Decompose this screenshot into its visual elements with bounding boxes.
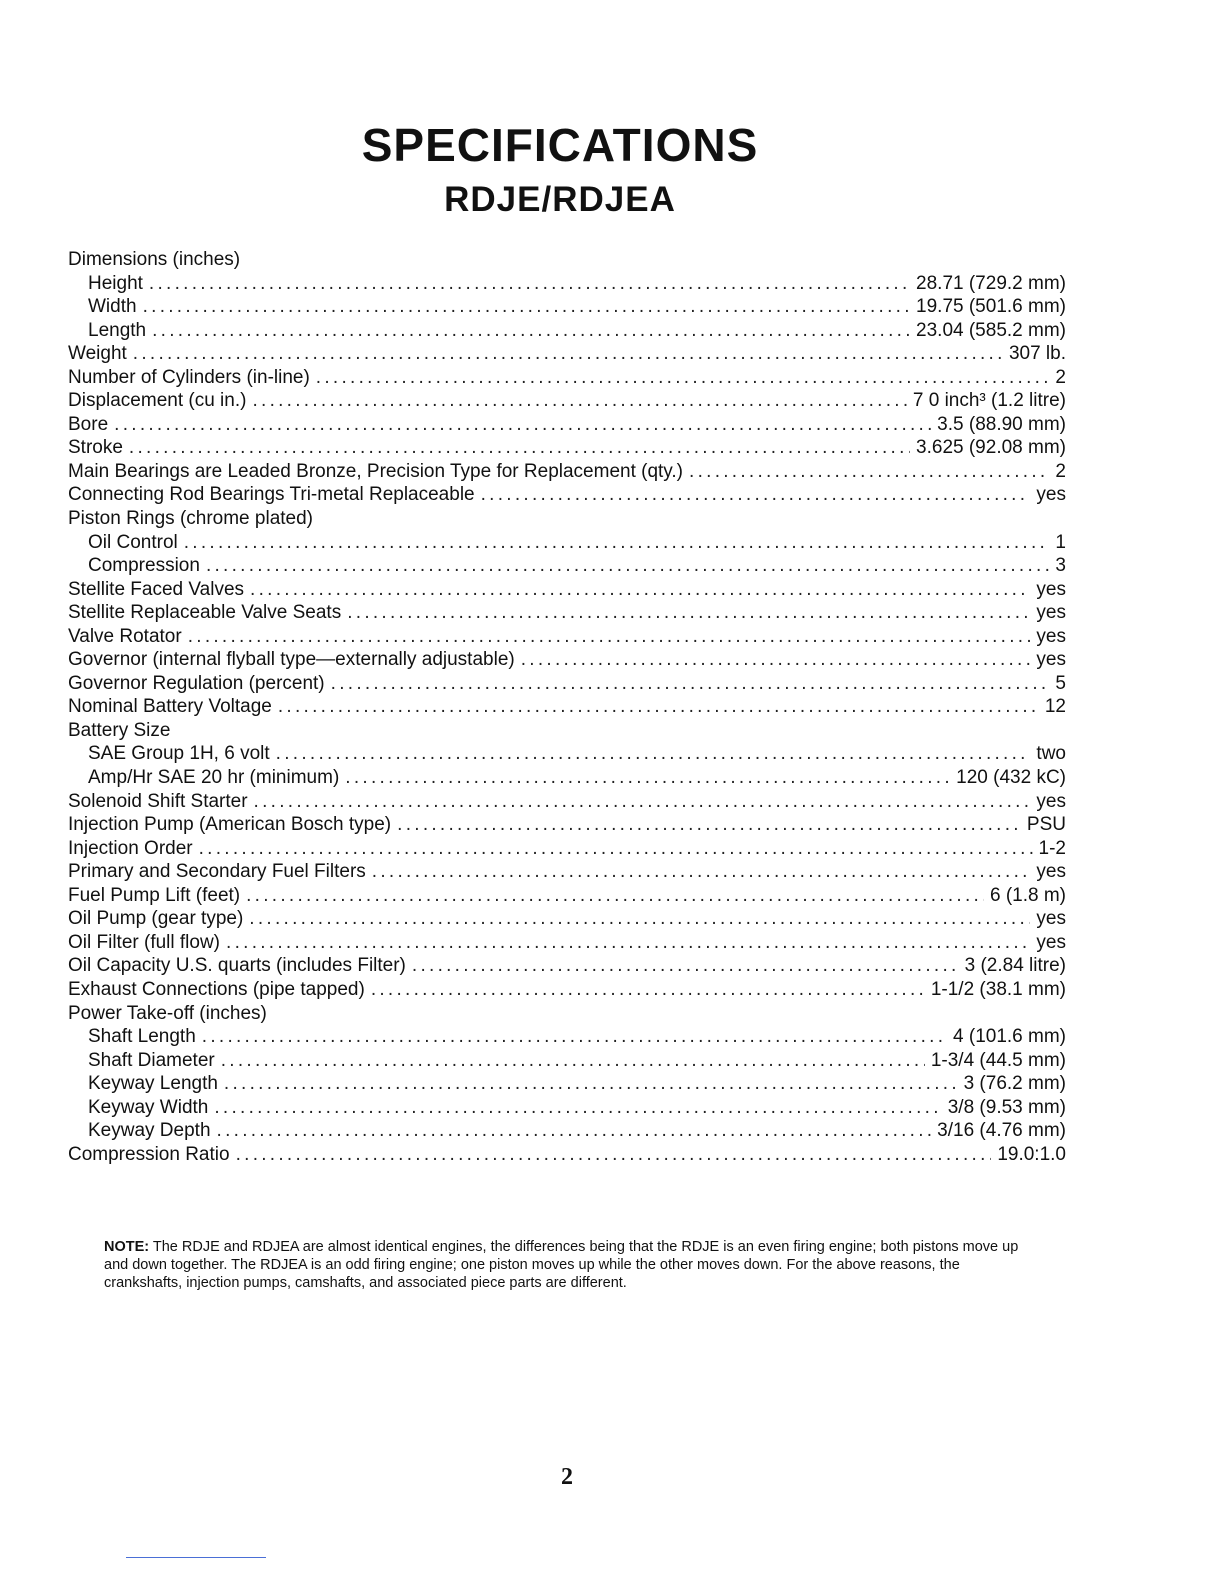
specifications-list bbox=[68, 248, 1066, 1166]
spec-value: 4 (101.6 mm) bbox=[953, 1026, 1066, 1048]
spec-label: Connecting Rod Bearings Tri-metal Replaceable bbox=[68, 484, 475, 506]
spec-label: Oil Capacity U.S. quarts (includes Filter) bbox=[68, 955, 406, 977]
page-title: SPECIFICATIONS bbox=[361, 119, 759, 171]
dot-leader bbox=[149, 272, 910, 296]
spec-label: Width bbox=[88, 296, 137, 318]
spec-row bbox=[68, 695, 1066, 719]
dot-leader bbox=[412, 954, 959, 978]
dot-leader bbox=[217, 1119, 932, 1143]
spec-value: 3 (2.84 litre) bbox=[964, 955, 1066, 977]
spec-label: Stellite Replaceable Valve Seats bbox=[68, 602, 342, 624]
note-label: NOTE: bbox=[104, 1239, 150, 1255]
dot-leader bbox=[221, 1049, 925, 1073]
dot-leader bbox=[152, 319, 910, 343]
spec-label: Fuel Pump Lift (feet) bbox=[68, 884, 241, 906]
spec-group-header bbox=[68, 719, 1066, 743]
spec-value: 3 bbox=[1055, 555, 1066, 577]
spec-row bbox=[68, 272, 1066, 296]
dot-leader bbox=[345, 766, 950, 790]
spec-row bbox=[68, 389, 1066, 413]
dot-leader bbox=[246, 884, 984, 908]
spec-row bbox=[68, 1025, 1066, 1049]
spec-value: 120 (432 kC) bbox=[956, 767, 1066, 789]
spec-label: Height bbox=[88, 272, 143, 294]
spec-label: Oil Control bbox=[88, 531, 178, 553]
note bbox=[104, 1238, 1034, 1292]
spec-row bbox=[68, 601, 1066, 625]
spec-row bbox=[68, 295, 1066, 319]
spec-label: Primary and Secondary Fuel Filters bbox=[68, 861, 366, 883]
dot-leader bbox=[347, 601, 1030, 625]
dot-leader bbox=[372, 860, 1031, 884]
spec-value: 28.71 (729.2 mm) bbox=[916, 272, 1066, 294]
spec-row bbox=[68, 625, 1066, 649]
dot-leader bbox=[133, 342, 1003, 366]
dot-leader bbox=[252, 389, 906, 413]
spec-label: Solenoid Shift Starter bbox=[68, 790, 248, 812]
spec-value: 3/16 (4.76 mm) bbox=[937, 1120, 1066, 1142]
spec-value: 3 (76.2 mm) bbox=[963, 1073, 1066, 1095]
page-subtitle: RDJE/RDJEA bbox=[444, 180, 676, 219]
dot-leader bbox=[184, 531, 1050, 555]
spec-value: 2 bbox=[1055, 460, 1066, 482]
spec-label: Amp/Hr SAE 20 hr (minimum) bbox=[88, 767, 340, 789]
dot-leader bbox=[226, 931, 1030, 955]
spec-value: 1-3/4 (44.5 mm) bbox=[930, 1049, 1066, 1071]
dot-leader bbox=[249, 907, 1030, 931]
spec-row bbox=[68, 483, 1066, 507]
spec-value: yes bbox=[1036, 649, 1066, 671]
spec-row bbox=[68, 342, 1066, 366]
dot-leader bbox=[199, 837, 1033, 861]
spec-row bbox=[68, 366, 1066, 390]
spec-label: Exhaust Connections (pipe tapped) bbox=[68, 978, 365, 1000]
spec-label: Stellite Faced Valves bbox=[68, 578, 245, 600]
spec-label: Injection Pump (American Bosch type) bbox=[68, 814, 392, 836]
spec-value: 1-1/2 (38.1 mm) bbox=[930, 978, 1066, 1000]
spec-label: Governor (internal flyball type—externally adjustable) bbox=[68, 649, 515, 671]
spec-label: Shaft Length bbox=[88, 1026, 196, 1048]
spec-row bbox=[68, 790, 1066, 814]
spec-value: 1 bbox=[1055, 531, 1066, 553]
spec-row bbox=[68, 837, 1066, 861]
spec-value: 23.04 (585.2 mm) bbox=[916, 319, 1066, 341]
spec-value: 3/8 (9.53 mm) bbox=[947, 1096, 1066, 1118]
spec-value: two bbox=[1036, 743, 1066, 765]
spec-row bbox=[68, 531, 1066, 555]
spec-row bbox=[68, 860, 1066, 884]
dot-leader bbox=[689, 460, 1049, 484]
spec-row bbox=[68, 884, 1066, 908]
spec-label: Weight bbox=[68, 343, 127, 365]
spec-label: Oil Filter (full flow) bbox=[68, 931, 221, 953]
dot-leader bbox=[397, 813, 1021, 837]
spec-label: Piston Rings (chrome plated) bbox=[68, 508, 313, 530]
spec-label: Stroke bbox=[68, 437, 123, 459]
dot-leader bbox=[250, 578, 1030, 602]
spec-row bbox=[68, 1143, 1066, 1167]
spec-row bbox=[68, 1096, 1066, 1120]
spec-value: yes bbox=[1036, 931, 1066, 953]
dot-leader bbox=[331, 672, 1050, 696]
spec-value: yes bbox=[1036, 790, 1066, 812]
spec-label: Keyway Length bbox=[88, 1073, 218, 1095]
spec-label: Shaft Diameter bbox=[88, 1049, 215, 1071]
spec-row bbox=[68, 436, 1066, 460]
dot-leader bbox=[188, 625, 1031, 649]
spec-value: 307 lb. bbox=[1008, 343, 1066, 365]
spec-value: 19.0:1.0 bbox=[997, 1143, 1066, 1165]
spec-row bbox=[68, 672, 1066, 696]
spec-value: 12 bbox=[1044, 696, 1066, 718]
page-number: 2 bbox=[561, 1464, 573, 1490]
spec-value: 2 bbox=[1055, 366, 1066, 388]
spec-row bbox=[68, 648, 1066, 672]
spec-value: PSU bbox=[1026, 814, 1066, 836]
dot-leader bbox=[521, 648, 1031, 672]
spec-value: yes bbox=[1036, 625, 1066, 647]
dot-leader bbox=[254, 790, 1031, 814]
dot-leader bbox=[214, 1096, 941, 1120]
spec-row bbox=[68, 1049, 1066, 1073]
dot-leader bbox=[316, 366, 1050, 390]
dot-leader bbox=[206, 554, 1049, 578]
spec-value: yes bbox=[1036, 484, 1066, 506]
spec-row bbox=[68, 931, 1066, 955]
dot-leader bbox=[114, 413, 931, 437]
spec-row bbox=[68, 578, 1066, 602]
spec-value: yes bbox=[1036, 908, 1066, 930]
spec-label: Oil Pump (gear type) bbox=[68, 908, 244, 930]
spec-label: Governor Regulation (percent) bbox=[68, 672, 325, 694]
spec-row bbox=[68, 1072, 1066, 1096]
spec-row bbox=[68, 554, 1066, 578]
dot-leader bbox=[276, 742, 1031, 766]
spec-row bbox=[68, 813, 1066, 837]
spec-label: Main Bearings are Leaded Bronze, Precision Type for Replacement (qty.) bbox=[68, 460, 684, 482]
spec-label: Injection Order bbox=[68, 837, 193, 859]
spec-value: yes bbox=[1036, 861, 1066, 883]
dot-leader bbox=[481, 483, 1031, 507]
spec-value: 3.5 (88.90 mm) bbox=[937, 413, 1066, 435]
spec-group-header bbox=[68, 507, 1066, 531]
spec-label: Bore bbox=[68, 413, 109, 435]
spec-row bbox=[68, 413, 1066, 437]
spec-label: Battery Size bbox=[68, 719, 171, 741]
spec-label: Keyway Width bbox=[88, 1096, 209, 1118]
spec-value: 19.75 (501.6 mm) bbox=[916, 296, 1066, 318]
dot-leader bbox=[202, 1025, 947, 1049]
spec-row bbox=[68, 460, 1066, 484]
dot-leader bbox=[236, 1143, 992, 1167]
spec-label: Keyway Depth bbox=[88, 1120, 211, 1142]
note-text: The RDJE and RDJEA are almost identical engines, the differences being that the RDJE is an even firing engine; both pistons move up and down together. The RDJEA is an odd firing engine; one piston moves up while the other moves down. For the above reasons, the crankshafts, injection pumps, camshafts, and associated piece parts are different. bbox=[104, 1239, 1019, 1291]
spec-row bbox=[68, 1119, 1066, 1143]
spec-row bbox=[68, 954, 1066, 978]
spec-group-header bbox=[68, 1002, 1066, 1026]
spec-label: SAE Group 1H, 6 volt bbox=[88, 743, 270, 765]
spec-label: Number of Cylinders (in-line) bbox=[68, 366, 310, 388]
spec-value: yes bbox=[1036, 578, 1066, 600]
spec-label: Displacement (cu in.) bbox=[68, 390, 247, 412]
footer-rule bbox=[126, 1557, 266, 1558]
spec-label: Compression bbox=[88, 555, 200, 577]
spec-value: 7 0 inch³ (1.2 litre) bbox=[912, 390, 1066, 412]
dot-leader bbox=[129, 436, 910, 460]
spec-value: yes bbox=[1036, 602, 1066, 624]
spec-label: Valve Rotator bbox=[68, 625, 182, 647]
dot-leader bbox=[278, 695, 1039, 719]
spec-label: Dimensions (inches) bbox=[68, 249, 241, 270]
spec-label: Compression Ratio bbox=[68, 1143, 230, 1165]
spec-group-header bbox=[68, 248, 1066, 272]
dot-leader bbox=[371, 978, 925, 1002]
spec-value: 3.625 (92.08 mm) bbox=[916, 437, 1066, 459]
dot-leader bbox=[224, 1072, 958, 1096]
spec-value: 6 (1.8 m) bbox=[989, 884, 1066, 906]
spec-row bbox=[68, 978, 1066, 1002]
spec-label: Power Take-off (inches) bbox=[68, 1002, 267, 1024]
spec-label: Length bbox=[88, 319, 147, 341]
spec-value: 5 bbox=[1055, 672, 1066, 694]
spec-label: Nominal Battery Voltage bbox=[68, 696, 272, 718]
spec-row bbox=[68, 319, 1066, 343]
spec-row bbox=[68, 766, 1066, 790]
spec-value: 1-2 bbox=[1038, 837, 1066, 859]
dot-leader bbox=[143, 295, 910, 319]
spec-row bbox=[68, 907, 1066, 931]
spec-row bbox=[68, 742, 1066, 766]
